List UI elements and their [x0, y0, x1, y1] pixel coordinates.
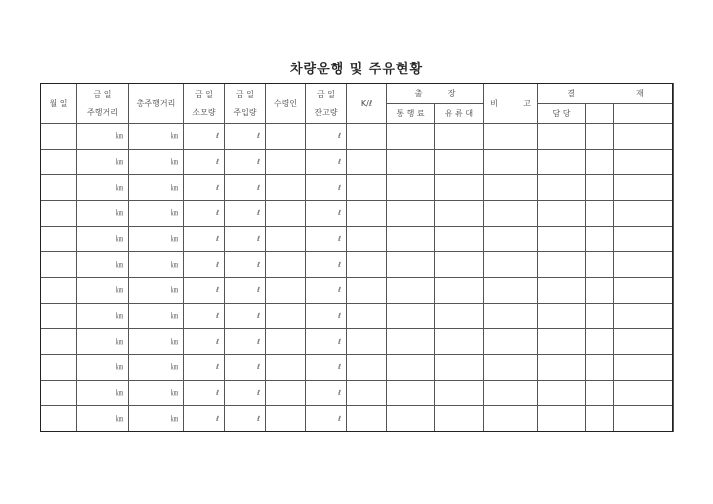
cell-receiver[interactable] — [266, 149, 306, 175]
cell-efficiency[interactable] — [347, 380, 387, 406]
cell-efficiency[interactable] — [347, 406, 387, 432]
cell-manager-sign[interactable] — [538, 149, 586, 175]
cell-approval-1[interactable] — [586, 380, 614, 406]
cell-oil-cost[interactable] — [435, 252, 484, 278]
cell-efficiency[interactable] — [347, 200, 387, 226]
cell-remarks[interactable] — [484, 226, 538, 252]
cell-daily-refuel[interactable]: ℓ — [225, 303, 266, 329]
cell-oil-cost[interactable] — [435, 380, 484, 406]
table-row — [41, 406, 674, 432]
header-remarks: 비 고 — [484, 84, 538, 124]
cell-daily-refuel[interactable]: ℓ — [225, 277, 266, 303]
cell-date[interactable] — [41, 329, 77, 355]
cell-efficiency[interactable] — [347, 329, 387, 355]
table-row — [41, 354, 674, 380]
cell-daily-balance[interactable]: ℓ — [306, 175, 347, 201]
cell-date[interactable] — [41, 149, 77, 175]
cell-approval-2[interactable] — [614, 149, 674, 175]
cell-toll[interactable] — [387, 252, 435, 278]
header-daily-balance-line2: 잔고량 — [314, 107, 338, 117]
cell-remarks[interactable] — [484, 175, 538, 201]
cell-approval-2[interactable] — [614, 226, 674, 252]
cell-approval-1[interactable] — [586, 200, 614, 226]
header-manager: 담 당 — [538, 104, 586, 124]
cell-receiver[interactable] — [266, 252, 306, 278]
cell-daily-consumption[interactable]: ℓ — [184, 354, 225, 380]
cell-oil-cost[interactable] — [435, 303, 484, 329]
cell-efficiency[interactable] — [347, 252, 387, 278]
header-daily-balance-line1: 금 일 — [317, 89, 335, 99]
cell-daily-refuel[interactable]: ℓ — [225, 252, 266, 278]
cell-efficiency[interactable] — [347, 226, 387, 252]
cell-efficiency[interactable] — [347, 354, 387, 380]
cell-daily-balance[interactable]: ℓ — [306, 354, 347, 380]
cell-daily-consumption[interactable]: ℓ — [184, 200, 225, 226]
table-row — [41, 226, 674, 252]
cell-efficiency[interactable] — [347, 149, 387, 175]
cell-date[interactable] — [41, 200, 77, 226]
cell-remarks[interactable] — [484, 277, 538, 303]
cell-daily-distance[interactable]: ㎞ — [77, 380, 129, 406]
cell-daily-refuel[interactable]: ℓ — [225, 124, 266, 150]
cell-remarks[interactable] — [484, 149, 538, 175]
cell-manager-sign[interactable] — [538, 226, 586, 252]
cell-date[interactable] — [41, 175, 77, 201]
cell-daily-distance[interactable]: ㎞ — [77, 252, 129, 278]
cell-approval-2[interactable] — [614, 380, 674, 406]
header-efficiency: K/ℓ — [347, 84, 387, 124]
cell-daily-balance[interactable]: ℓ — [306, 380, 347, 406]
cell-approval-1[interactable] — [586, 149, 614, 175]
cell-daily-consumption[interactable]: ℓ — [184, 149, 225, 175]
cell-daily-consumption[interactable]: ℓ — [184, 380, 225, 406]
cell-toll[interactable] — [387, 406, 435, 432]
cell-receiver[interactable] — [266, 380, 306, 406]
cell-total-distance[interactable]: ㎞ — [129, 200, 184, 226]
cell-manager-sign[interactable] — [538, 252, 586, 278]
cell-approval-2[interactable] — [614, 124, 674, 150]
cell-daily-distance[interactable]: ㎞ — [77, 124, 129, 150]
cell-manager-sign[interactable] — [538, 406, 586, 432]
header-daily-consumption — [184, 84, 225, 124]
cell-daily-distance[interactable]: ㎞ — [77, 406, 129, 432]
cell-daily-consumption[interactable]: ℓ — [184, 406, 225, 432]
cell-date[interactable] — [41, 380, 77, 406]
cell-daily-balance[interactable]: ℓ — [306, 329, 347, 355]
table-row — [41, 149, 674, 175]
cell-approval-1[interactable] — [586, 175, 614, 201]
cell-daily-balance[interactable]: ℓ — [306, 252, 347, 278]
cell-receiver[interactable] — [266, 175, 306, 201]
cell-approval-1[interactable] — [586, 303, 614, 329]
cell-daily-distance[interactable]: ㎞ — [77, 303, 129, 329]
cell-daily-refuel[interactable]: ℓ — [225, 200, 266, 226]
cell-manager-sign[interactable] — [538, 380, 586, 406]
cell-daily-balance[interactable]: ℓ — [306, 303, 347, 329]
cell-oil-cost[interactable] — [435, 226, 484, 252]
table-row — [41, 200, 674, 226]
cell-manager-sign[interactable] — [538, 175, 586, 201]
cell-date[interactable] — [41, 124, 77, 150]
cell-daily-refuel[interactable]: ℓ — [225, 226, 266, 252]
cell-efficiency[interactable] — [347, 303, 387, 329]
header-receiver: 수령인 — [266, 84, 306, 124]
cell-total-distance[interactable]: ㎞ — [129, 406, 184, 432]
cell-daily-consumption[interactable]: ℓ — [184, 226, 225, 252]
cell-daily-balance[interactable]: ℓ — [306, 124, 347, 150]
cell-approval-2[interactable] — [614, 252, 674, 278]
cell-remarks[interactable] — [484, 406, 538, 432]
table-row — [41, 303, 674, 329]
cell-date[interactable] — [41, 252, 77, 278]
cell-oil-cost[interactable] — [435, 200, 484, 226]
table-row — [41, 380, 674, 406]
header-daily-distance-line2: 주행거리 — [87, 107, 118, 117]
header-date: 월 일 — [41, 84, 77, 124]
cell-remarks[interactable] — [484, 303, 538, 329]
cell-approval-1[interactable] — [586, 124, 614, 150]
cell-daily-consumption[interactable]: ℓ — [184, 175, 225, 201]
cell-daily-consumption[interactable]: ℓ — [184, 329, 225, 355]
cell-oil-cost[interactable] — [435, 354, 484, 380]
cell-receiver[interactable] — [266, 226, 306, 252]
header-approval: 결 재 — [538, 84, 674, 104]
cell-total-distance[interactable]: ㎞ — [129, 303, 184, 329]
cell-toll[interactable] — [387, 175, 435, 201]
cell-manager-sign[interactable] — [538, 277, 586, 303]
cell-daily-consumption[interactable]: ℓ — [184, 303, 225, 329]
header-daily-distance-line1: 금 일 — [93, 89, 112, 99]
cell-approval-1[interactable] — [586, 252, 614, 278]
cell-receiver[interactable] — [266, 277, 306, 303]
cell-daily-distance[interactable]: ㎞ — [77, 226, 129, 252]
cell-daily-refuel[interactable]: ℓ — [225, 175, 266, 201]
cell-receiver[interactable] — [266, 124, 306, 150]
approval-slot-1 — [586, 104, 614, 124]
cell-oil-cost[interactable] — [435, 124, 484, 150]
cell-total-distance[interactable]: ㎞ — [129, 149, 184, 175]
cell-daily-distance[interactable]: ㎞ — [77, 329, 129, 355]
page-title: 차량운행 및 주유현황 — [289, 62, 424, 77]
cell-total-distance[interactable]: ㎞ — [129, 329, 184, 355]
cell-toll[interactable] — [387, 380, 435, 406]
cell-daily-distance[interactable]: ㎞ — [77, 175, 129, 201]
cell-toll[interactable] — [387, 303, 435, 329]
cell-approval-1[interactable] — [586, 406, 614, 432]
cell-daily-refuel[interactable]: ℓ — [225, 329, 266, 355]
cell-toll[interactable] — [387, 149, 435, 175]
cell-toll[interactable] — [387, 277, 435, 303]
cell-remarks[interactable] — [484, 252, 538, 278]
header-daily-refuel — [225, 84, 266, 124]
cell-total-distance[interactable]: ㎞ — [129, 124, 184, 150]
cell-efficiency[interactable] — [347, 277, 387, 303]
cell-total-distance[interactable]: ㎞ — [129, 175, 184, 201]
cell-daily-consumption[interactable]: ℓ — [184, 252, 225, 278]
cell-approval-2[interactable] — [614, 406, 674, 432]
cell-date[interactable] — [41, 303, 77, 329]
table-row — [41, 124, 674, 150]
table-row — [41, 175, 674, 201]
cell-receiver[interactable] — [266, 303, 306, 329]
cell-daily-balance[interactable]: ℓ — [306, 406, 347, 432]
header-toll: 통 행 료 — [387, 104, 435, 124]
cell-efficiency[interactable] — [347, 124, 387, 150]
cell-date[interactable] — [41, 354, 77, 380]
cell-daily-balance[interactable]: ℓ — [306, 200, 347, 226]
header-daily-balance — [306, 84, 347, 124]
cell-manager-sign[interactable] — [538, 354, 586, 380]
cell-daily-refuel[interactable]: ℓ — [225, 406, 266, 432]
cell-remarks[interactable] — [484, 124, 538, 150]
cell-oil-cost[interactable] — [435, 277, 484, 303]
cell-total-distance[interactable]: ㎞ — [129, 380, 184, 406]
cell-approval-2[interactable] — [614, 175, 674, 201]
cell-approval-1[interactable] — [586, 226, 614, 252]
cell-oil-cost[interactable] — [435, 175, 484, 201]
cell-remarks[interactable] — [484, 200, 538, 226]
cell-manager-sign[interactable] — [538, 200, 586, 226]
header-daily-refuel-line1: 금 일 — [236, 89, 254, 99]
cell-oil-cost[interactable] — [435, 406, 484, 432]
cell-receiver[interactable] — [266, 200, 306, 226]
cell-remarks[interactable] — [484, 380, 538, 406]
cell-approval-2[interactable] — [614, 329, 674, 355]
header-trip: 출 장 — [387, 84, 484, 104]
cell-daily-distance[interactable]: ㎞ — [77, 277, 129, 303]
cell-daily-distance[interactable]: ㎞ — [77, 200, 129, 226]
cell-daily-consumption[interactable]: ℓ — [184, 277, 225, 303]
cell-toll[interactable] — [387, 226, 435, 252]
cell-total-distance[interactable]: ㎞ — [129, 226, 184, 252]
cell-daily-balance[interactable]: ℓ — [306, 149, 347, 175]
header-oil-cost: 유 류 대 — [435, 104, 484, 124]
cell-toll[interactable] — [387, 200, 435, 226]
cell-approval-2[interactable] — [614, 200, 674, 226]
cell-daily-refuel[interactable]: ℓ — [225, 354, 266, 380]
cell-receiver[interactable] — [266, 329, 306, 355]
vehicle-log-table — [40, 83, 674, 432]
cell-toll[interactable] — [387, 124, 435, 150]
cell-daily-refuel[interactable]: ℓ — [225, 149, 266, 175]
cell-approval-1[interactable] — [586, 329, 614, 355]
cell-manager-sign[interactable] — [538, 124, 586, 150]
cell-daily-balance[interactable]: ℓ — [306, 277, 347, 303]
header-total-distance: 총주행거리 — [129, 84, 184, 124]
cell-total-distance[interactable]: ㎞ — [129, 252, 184, 278]
cell-toll[interactable] — [387, 354, 435, 380]
table-row — [41, 277, 674, 303]
cell-daily-balance[interactable]: ℓ — [306, 226, 347, 252]
cell-total-distance[interactable]: ㎞ — [129, 277, 184, 303]
cell-oil-cost[interactable] — [435, 329, 484, 355]
cell-efficiency[interactable] — [347, 175, 387, 201]
cell-receiver[interactable] — [266, 354, 306, 380]
cell-remarks[interactable] — [484, 354, 538, 380]
cell-daily-consumption[interactable]: ℓ — [184, 124, 225, 150]
header-daily-consumption-line1: 금 일 — [195, 89, 213, 99]
cell-manager-sign[interactable] — [538, 303, 586, 329]
cell-total-distance[interactable]: ㎞ — [129, 354, 184, 380]
cell-daily-refuel[interactable]: ℓ — [225, 380, 266, 406]
header-daily-distance — [77, 84, 129, 124]
cell-approval-2[interactable] — [614, 277, 674, 303]
cell-oil-cost[interactable] — [435, 149, 484, 175]
cell-remarks[interactable] — [484, 329, 538, 355]
header-daily-refuel-line2: 주입량 — [233, 107, 257, 117]
cell-date[interactable] — [41, 277, 77, 303]
cell-approval-2[interactable] — [614, 303, 674, 329]
cell-manager-sign[interactable] — [538, 329, 586, 355]
cell-date[interactable] — [41, 226, 77, 252]
approval-slot-2 — [614, 104, 674, 124]
cell-receiver[interactable] — [266, 406, 306, 432]
cell-approval-1[interactable] — [586, 277, 614, 303]
header-daily-consumption-line2: 소모량 — [192, 107, 216, 117]
cell-toll[interactable] — [387, 329, 435, 355]
cell-daily-distance[interactable]: ㎞ — [77, 149, 129, 175]
cell-approval-2[interactable] — [614, 354, 674, 380]
cell-approval-1[interactable] — [586, 354, 614, 380]
cell-date[interactable] — [41, 406, 77, 432]
table-row — [41, 252, 674, 278]
table-row — [41, 329, 674, 355]
cell-daily-distance[interactable]: ㎞ — [77, 354, 129, 380]
